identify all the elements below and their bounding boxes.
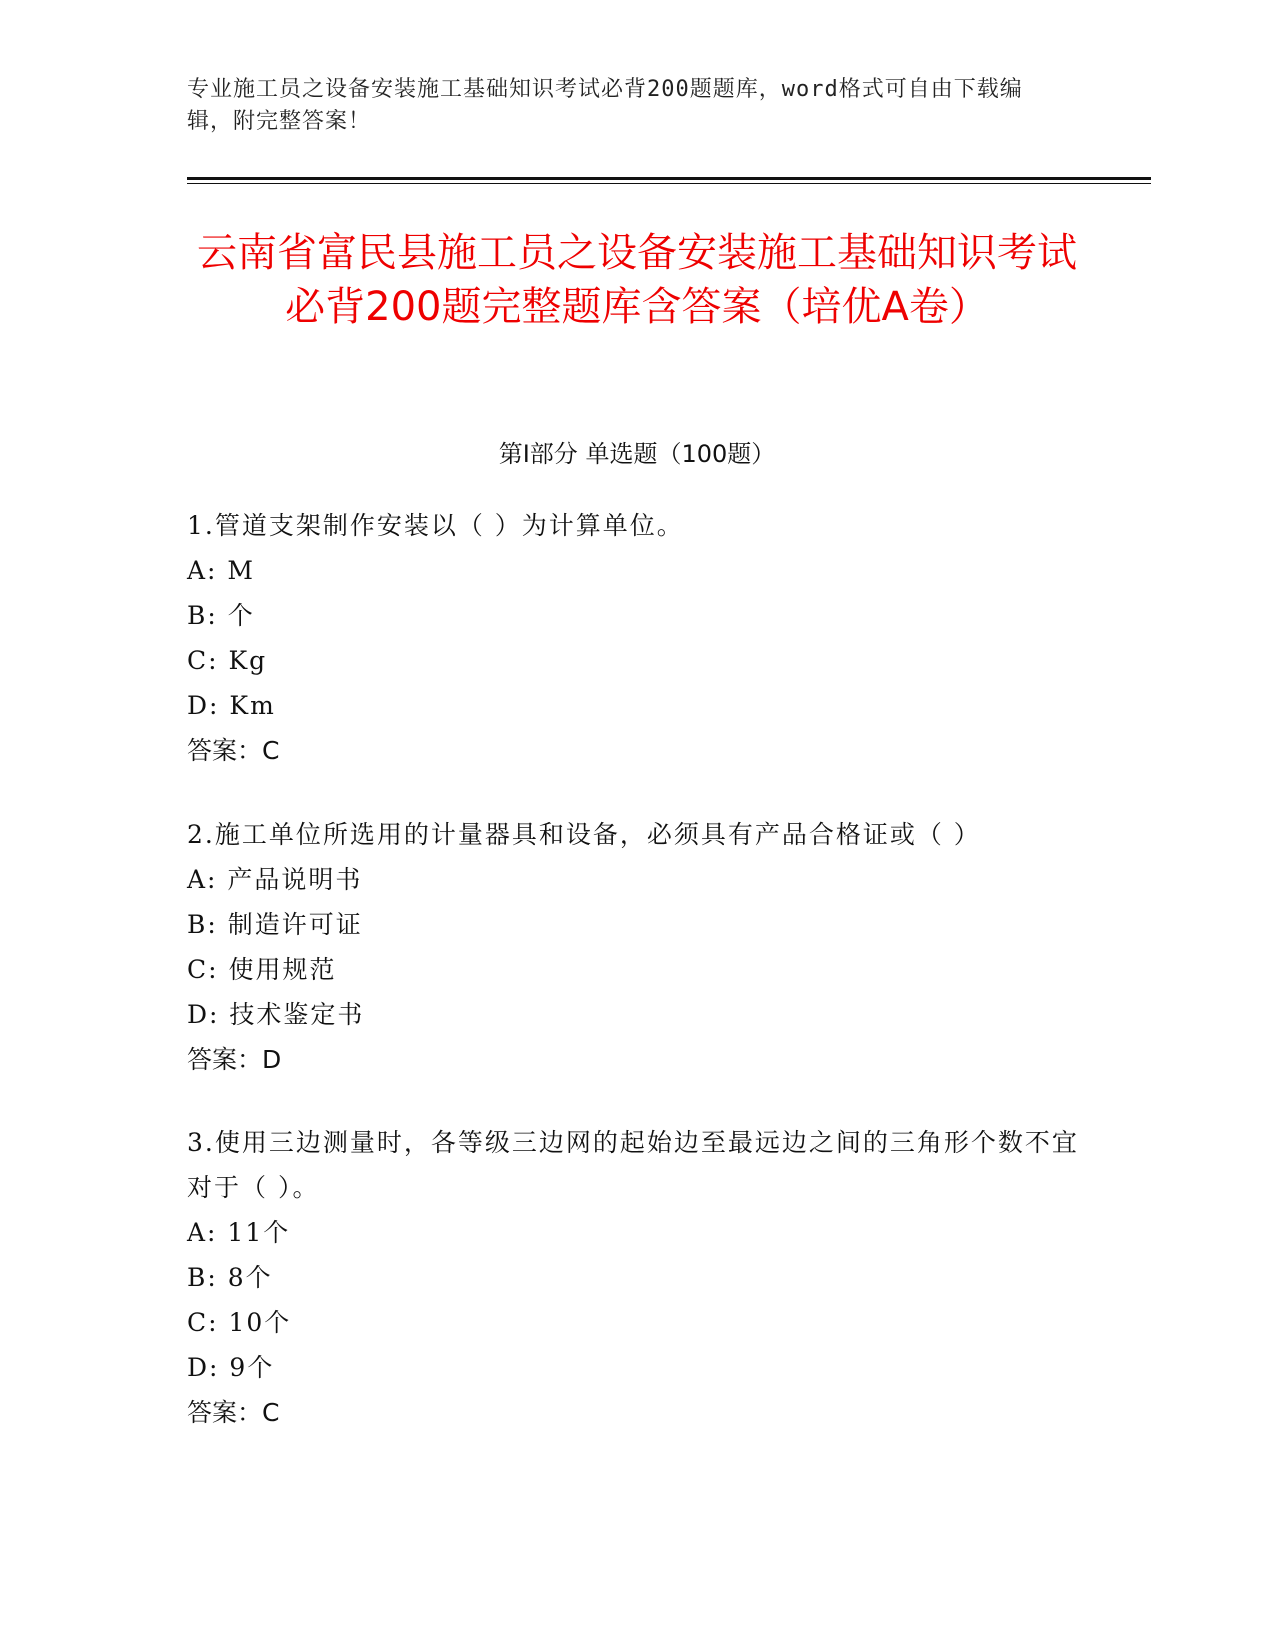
option-c: C: Kg [187, 646, 268, 675]
option-d: D: Km [187, 691, 276, 720]
answer: 答案：C [187, 736, 280, 765]
answer: 答案：C [187, 1398, 280, 1427]
document-title: 云南省富民县施工员之设备安装施工基础知识考试必背200题完整题库含答案（培优A卷） [197, 230, 1077, 330]
question-2 [187, 812, 1087, 1082]
question-3 [187, 1120, 1087, 1435]
option-b: B: 个 [187, 601, 255, 630]
section-title: 第Ⅰ部分 单选题（100题） [498, 440, 776, 468]
question-stem: 2.施工单位所选用的计量器具和设备，必须具有产品合格证或（ ） [187, 820, 981, 849]
option-b: B: 制造许可证 [187, 910, 363, 939]
answer: 答案：D [187, 1045, 282, 1074]
question-stem: 1.管道支架制作安装以（ ）为计算单位。 [187, 511, 684, 540]
question-1 [187, 503, 1087, 773]
option-c: C: 10个 [187, 1308, 292, 1337]
option-d: D: 9个 [187, 1353, 275, 1382]
option-b: B: 8个 [187, 1263, 273, 1292]
header-rule-thin [187, 183, 1151, 184]
option-a: A: 11个 [187, 1218, 291, 1247]
option-a: A: M [187, 556, 256, 585]
header-note: 专业施工员之设备安装施工基础知识考试必背200题题库，word格式可自由下载编辑，附完整答案！ [187, 77, 1023, 134]
question-stem: 3.使用三边测量时，各等级三边网的起始边至最远边之间的三角形个数不宜对于（ ）。 [187, 1128, 1079, 1202]
option-c: C: 使用规范 [187, 955, 337, 984]
option-a: A: 产品说明书 [187, 865, 363, 894]
header-rule-thick [187, 177, 1151, 180]
option-d: D: 技术鉴定书 [187, 1000, 365, 1029]
